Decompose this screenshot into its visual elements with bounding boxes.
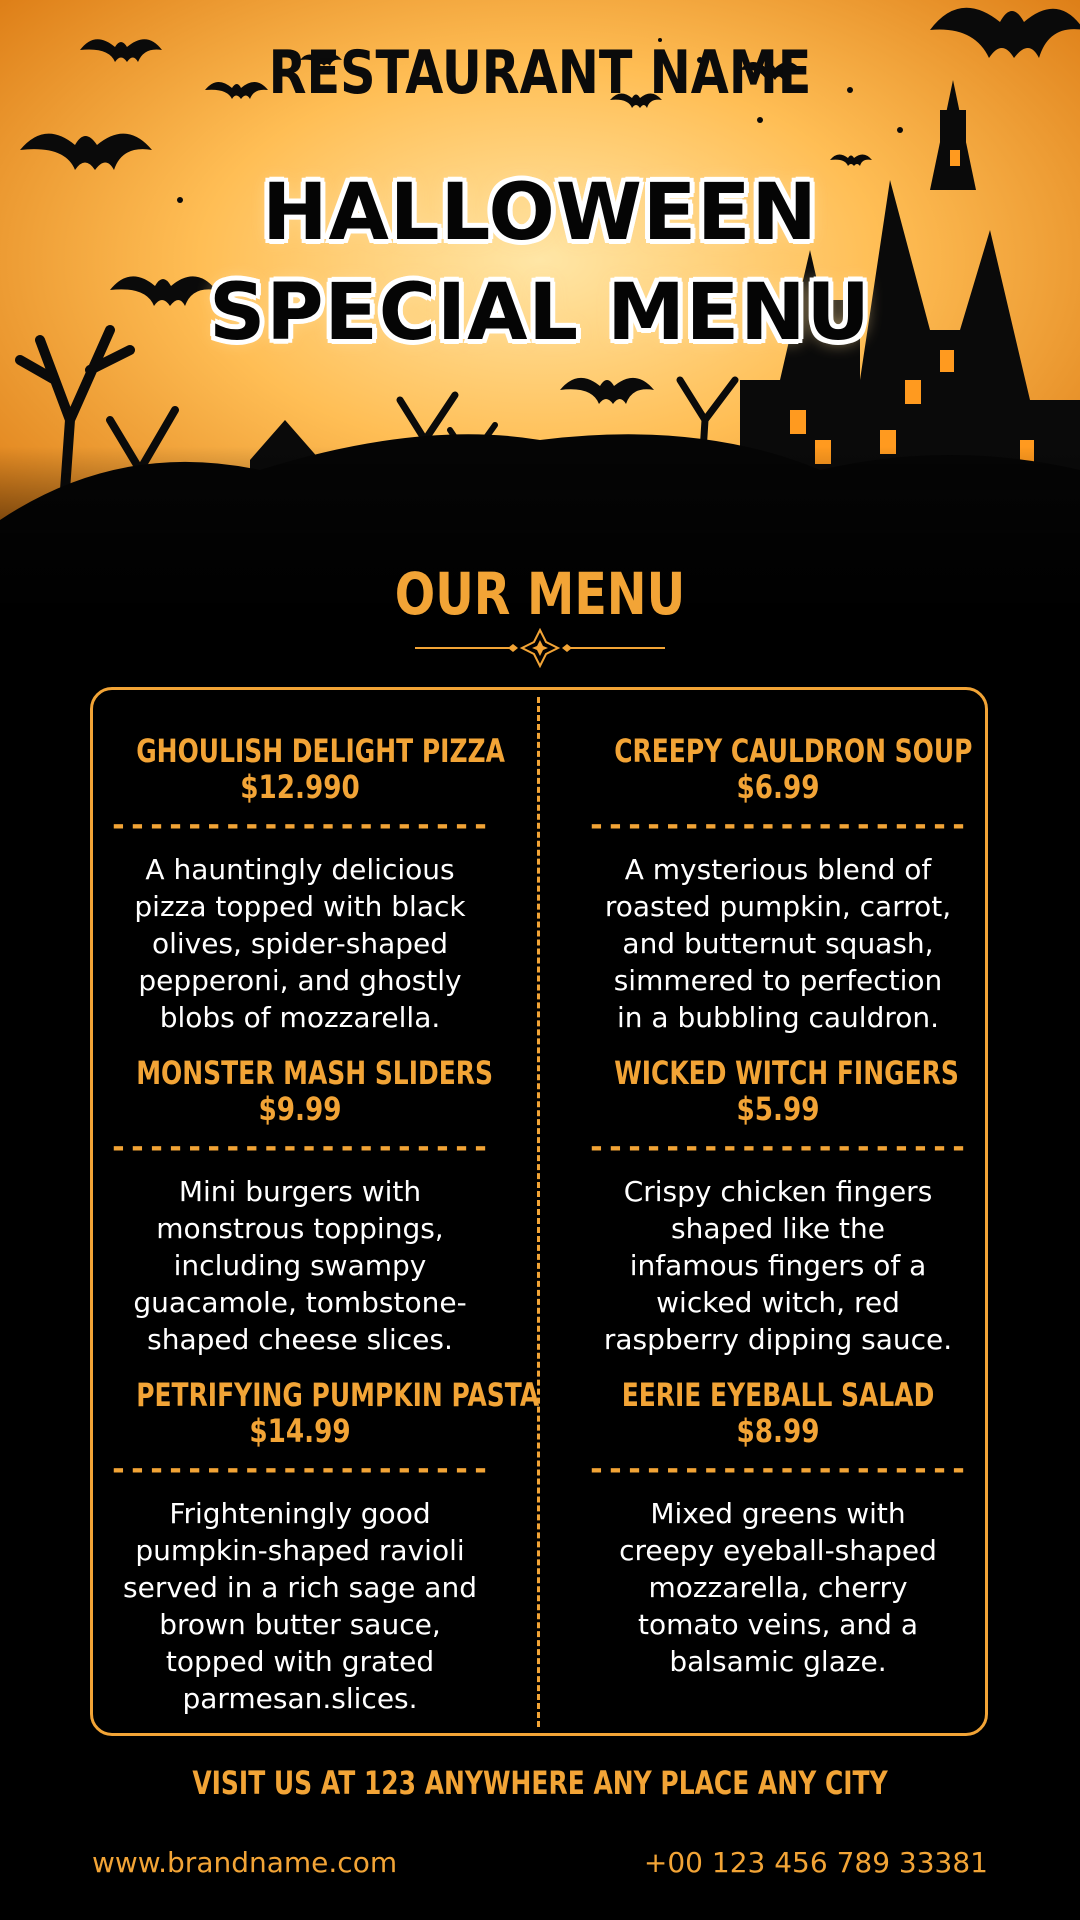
menu-item bbox=[90, 733, 510, 1036]
item-name: EERIE EYEBALL SALAD bbox=[621, 1376, 935, 1414]
description-line: guacamole, tombstone- bbox=[133, 1286, 467, 1319]
description-line: including swampy bbox=[173, 1249, 427, 1282]
description-line: simmered to perfection bbox=[613, 964, 943, 997]
menu-item bbox=[568, 733, 988, 1036]
description-line: pumpkin-shaped ravioli bbox=[135, 1534, 465, 1567]
item-price: $12.990 bbox=[240, 768, 360, 806]
description-line: raspberry dipping sauce. bbox=[603, 1323, 953, 1356]
description-line: A hauntingly delicious bbox=[145, 853, 455, 886]
description-line: wicked witch, red bbox=[656, 1286, 900, 1319]
description-line: blobs of mozzarella. bbox=[159, 1001, 441, 1034]
description-line: creepy eyeball-shaped bbox=[619, 1534, 937, 1567]
description-line: Frighteningly good bbox=[169, 1497, 431, 1530]
item-description bbox=[568, 1173, 988, 1358]
item-divider: -------------------- bbox=[587, 1133, 969, 1163]
description-line: Mixed greens with bbox=[650, 1497, 906, 1530]
item-price: $5.99 bbox=[736, 1090, 820, 1128]
description-line: brown butter sauce, bbox=[159, 1608, 441, 1641]
item-description bbox=[90, 1495, 510, 1717]
item-price: $6.99 bbox=[736, 768, 820, 806]
description-line: served in a rich sage and bbox=[123, 1571, 477, 1604]
menu-item bbox=[568, 1377, 988, 1680]
item-description bbox=[90, 1173, 510, 1358]
description-line: shaped like the bbox=[670, 1212, 886, 1245]
restaurant-name: RESTAURANT NAME bbox=[268, 38, 812, 108]
item-price: $14.99 bbox=[249, 1412, 351, 1450]
item-name: WICKED WITCH FINGERS bbox=[614, 1054, 959, 1092]
item-divider: -------------------- bbox=[109, 1133, 491, 1163]
description-line: mozzarella, cherry bbox=[648, 1571, 908, 1604]
description-line: pepperoni, and ghostly bbox=[138, 964, 462, 997]
item-divider: -------------------- bbox=[587, 1455, 969, 1485]
description-line: roasted pumpkin, carrot, bbox=[604, 890, 952, 923]
menu-item bbox=[90, 1055, 510, 1358]
item-price: $8.99 bbox=[736, 1412, 820, 1450]
item-divider: -------------------- bbox=[109, 1455, 491, 1485]
item-divider: -------------------- bbox=[109, 811, 491, 841]
item-price: $9.99 bbox=[258, 1090, 342, 1128]
description-line: A mysterious blend of bbox=[624, 853, 932, 886]
description-line: monstrous toppings, bbox=[156, 1212, 444, 1245]
our-menu-title: OUR MENU bbox=[394, 560, 686, 628]
website-link[interactable]: www.brandname.com bbox=[92, 1846, 398, 1879]
item-name: GHOULISH DELIGHT PIZZA bbox=[136, 732, 505, 770]
description-line: topped with grated bbox=[165, 1645, 435, 1678]
headline-special-menu: SPECIAL MENU bbox=[209, 268, 871, 358]
visit-address: VISIT US AT 123 ANYWHERE ANY PLACE ANY CITY bbox=[192, 1764, 888, 1802]
description-line: and butternut squash, bbox=[622, 927, 934, 960]
menu-item bbox=[568, 1055, 988, 1358]
item-name: CREEPY CAULDRON SOUP bbox=[614, 732, 973, 770]
item-description bbox=[568, 1495, 988, 1680]
item-name: MONSTER MASH SLIDERS bbox=[136, 1054, 493, 1092]
item-divider: -------------------- bbox=[587, 811, 969, 841]
description-line: Mini burgers with bbox=[178, 1175, 422, 1208]
description-line: tomato veins, and a bbox=[638, 1608, 918, 1641]
item-name: PETRIFYING PUMPKIN PASTA bbox=[136, 1376, 540, 1414]
phone-number[interactable]: +00 123 456 789 33381 bbox=[643, 1846, 988, 1879]
description-line: infamous fingers of a bbox=[629, 1249, 927, 1282]
item-description bbox=[90, 851, 510, 1036]
description-line: Crispy chicken fingers bbox=[623, 1175, 933, 1208]
description-line: pizza topped with black bbox=[134, 890, 466, 923]
description-line: in a bubbling cauldron. bbox=[616, 1001, 940, 1034]
column-divider bbox=[537, 697, 540, 1727]
description-line: parmesan.slices. bbox=[182, 1682, 418, 1715]
ornament-divider-icon bbox=[410, 628, 670, 668]
menu-item bbox=[90, 1376, 540, 1717]
item-description bbox=[568, 851, 988, 1036]
description-line: olives, spider-shaped bbox=[151, 927, 449, 960]
headline-halloween: HALLOWEEN bbox=[262, 168, 818, 258]
description-line: balsamic glaze. bbox=[669, 1645, 887, 1678]
description-line: shaped cheese slices. bbox=[147, 1323, 453, 1356]
